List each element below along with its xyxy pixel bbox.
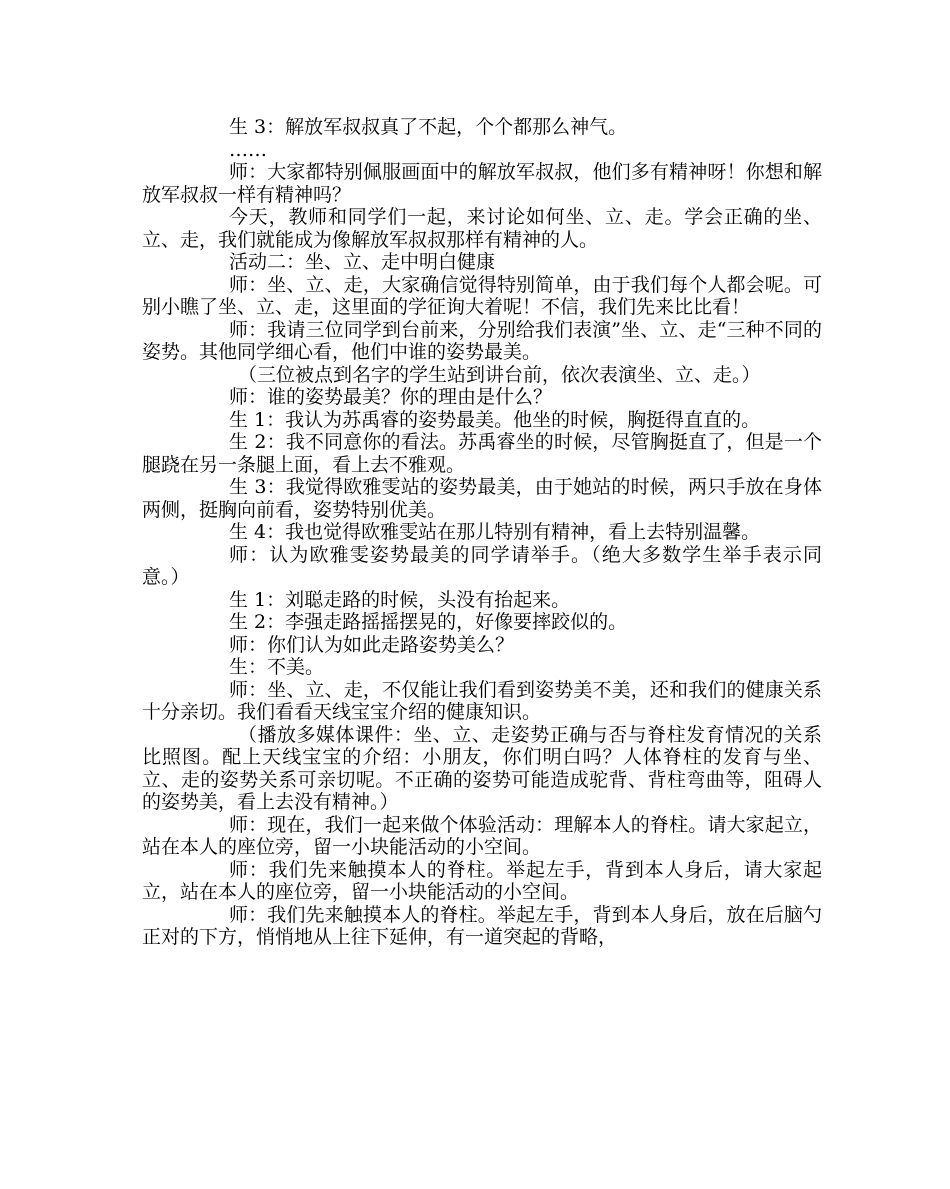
- paragraph-student1-walk: 生 1：刘聪走路的时候，头没有抬起来。: [229, 588, 571, 611]
- paragraph-students-reply: 生：不美。: [229, 656, 325, 678]
- paragraph-teacher-touch-2: 师：我们先来触摸本人的脊柱。举起左手，背到本人身后，放在后脑勺正对的下方，悄悄地从上往下延伸，有一道突起的背略，: [142, 903, 822, 948]
- document-page: [142, 116, 822, 949]
- paragraph-teacher-invite: 师：我请三位同学到台前来，分别给我们表演”坐、立、走“三种不同的姿势。其他同学细心看，他们中谁的姿势最美。: [142, 318, 822, 363]
- paragraph-teacher-walk-question: 师：你们认为如此走路姿势美么？: [229, 633, 515, 656]
- paragraph-teacher-admire: 师：大家都特别佩服画面中的解放军叔叔，他们多有精神呀！你想和解放军叔叔一样有精神吗？: [142, 161, 822, 206]
- paragraph-student2-disagree: 生 2：我不同意你的看法。苏禹睿坐的时候，尽管胸挺直了，但是一个腿跷在另一条腿上面，看上去不雅观。: [142, 431, 822, 476]
- paragraph-stage-note: （三位被点到名字的学生站到讲台前，依次表演坐、立、走。）: [238, 363, 761, 386]
- paragraph-multimedia-note: （播放多媒体课件：坐、立、走姿势正确与否与脊柱发育情况的关系比照图。配上天线宝宝的介绍：小朋友，你们明白吗？人体脊柱的发育与坐、立、走的姿势关系可亲切呢。不正确的姿势可能造成驼背、背柱弯曲等，阻碍人的姿势美，看上去没有精神。）: [142, 723, 822, 813]
- paragraph-teacher-question: 师：谁的姿势最美？你的理由是什么？: [229, 386, 553, 408]
- paragraph-student2-walk: 生 2：李强走路摇摇摆晃的，好像要摔跤似的。: [229, 611, 628, 633]
- paragraph-teacher-activity: 师：现在，我们一起来做个体验活动：理解本人的脊柱。请大家起立，站在本人的座位旁，留一小块能活动的小空间。: [142, 813, 822, 858]
- paragraph-teacher-vote: 师：认为欧雅雯姿势最美的同学请举手。（绝大多数学生举手表示同意。）: [142, 543, 822, 588]
- paragraph-student4-answer: 生 4：我也觉得欧雅雯站在那儿特别有精神，看上去特别温馨。: [229, 521, 761, 543]
- paragraph-teacher-simple: 师：坐、立、走，大家确信觉得特别简单，由于我们每个人都会呢。可别小瞧了坐、立、走，这里面的学征询大着呢！不信，我们先来比比看！: [142, 273, 822, 318]
- paragraph-student3-answer: 生 3：我觉得欧雅雯站的姿势最美，由于她站的时候，两只手放在身体两侧，挺胸向前看，姿势特别优美。: [142, 476, 822, 521]
- paragraph-student3-remark: 生 3：解放军叔叔真了不起，个个都那么神气。: [229, 116, 628, 138]
- section-heading-activity-two: 活动二：坐、立、走中明白健康: [229, 251, 496, 273]
- paragraph-student1-answer: 生 1：我认为苏禹睿的姿势最美。他坐的时候，胸挺得直直的。: [229, 408, 761, 431]
- paragraph-ellipsis: ……: [229, 138, 267, 161]
- paragraph-teacher-health: 师：坐、立、走，不仅能让我们看到姿势美不美，还和我们的健康关系十分亲切。我们看看天线宝宝介绍的健康知识。: [142, 678, 822, 723]
- paragraph-teacher-touch-1: 师：我们先来触摸本人的脊柱。举起左手，背到本人身后，请大家起立，站在本人的座位旁，留一小块能活动的小空间。: [142, 858, 822, 903]
- paragraph-today-discuss: 今天，教师和同学们一起，来讨论如何坐、立、走。学会正确的坐、立、走，我们就能成为像解放军叔叔那样有精神的人。: [142, 206, 822, 251]
